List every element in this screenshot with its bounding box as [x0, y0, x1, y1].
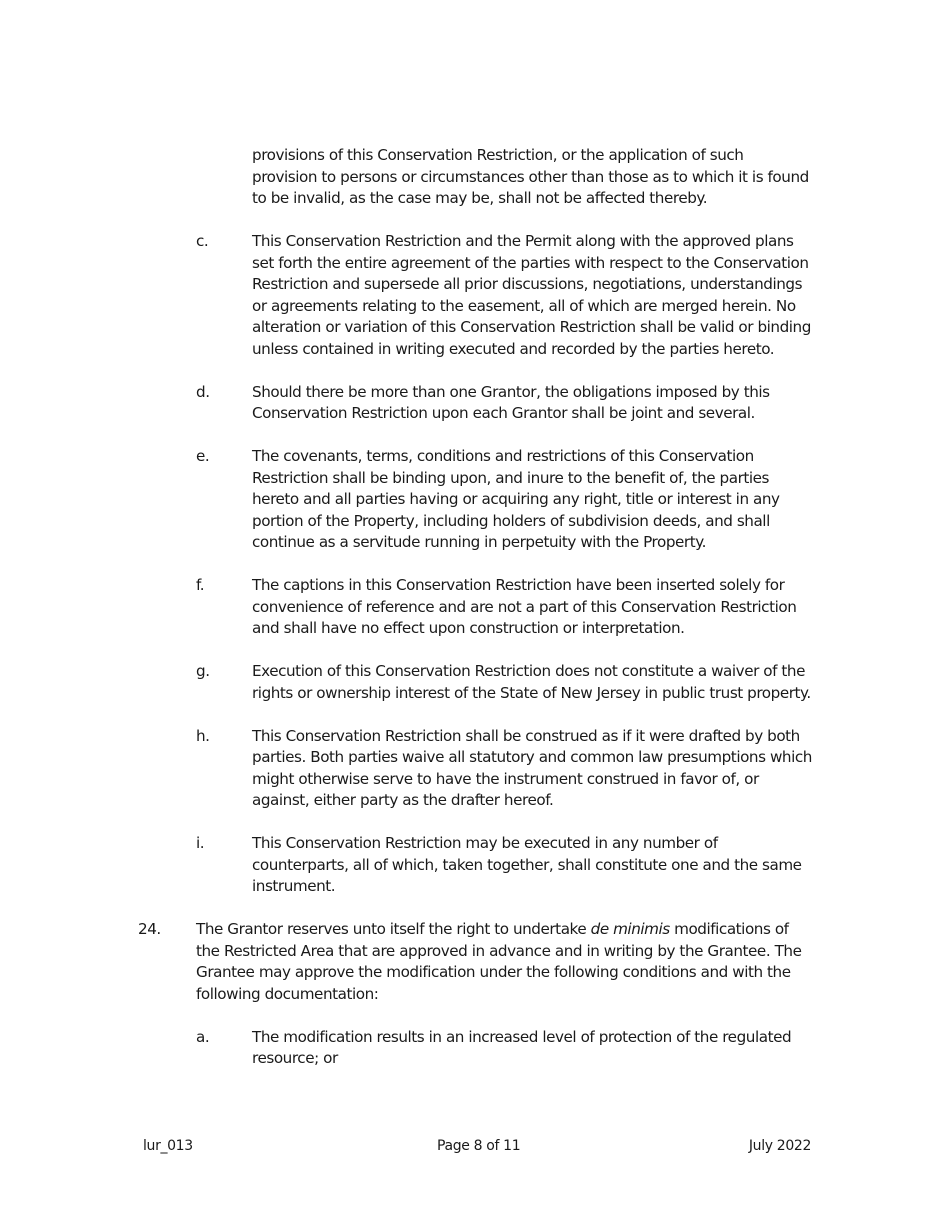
section-text-lead: The Grantor reserves unto itself the right to undertake: [196, 920, 591, 938]
section-text-italic: de minimis: [590, 920, 670, 938]
clause-d: [196, 382, 812, 425]
clause-text: This Conservation Restriction shall be construed as if it were drafted by both parties. Both parties waive all statutory and common law presumptions which might otherwise serve to have the instrument construed in favor of, or against, either party as the drafter hereof.: [252, 726, 812, 809]
clause-marker: g.: [196, 662, 210, 680]
clause-marker: h.: [196, 726, 210, 745]
section-marker: 24.: [138, 920, 161, 938]
clause-marker: a.: [196, 1027, 210, 1046]
continued-paragraph: provisions of this Conservation Restriction, or the application of such provision to persons or circumstances other than those as to which it is found to be invalid, as the case may be, shall not be affected thereby.: [252, 146, 809, 207]
section-text-rest: modifications of the Restricted Area that are approved in advance and in writing by the Grantee. The Grantee may approve the modification under the following conditions and with the following documentation:: [196, 920, 802, 1003]
clause-text: Execution of this Conservation Restriction does not constitute a waiver of the rights or ownership interest of the State of New Jersey in public trust property.: [252, 662, 811, 702]
clause-g: [196, 661, 812, 704]
clause-marker: f.: [196, 576, 205, 594]
section-24: [138, 919, 814, 1005]
page-number: Page 8 of 11: [437, 1138, 521, 1154]
document-code: lur_013: [143, 1138, 193, 1154]
clause-marker: i.: [196, 834, 205, 852]
clause-h: [196, 726, 812, 812]
clause-f: [196, 575, 812, 640]
clause-i: [196, 833, 812, 898]
clause-text: The captions in this Conservation Restriction have been inserted solely for convenience of reference and are not a part of this Conservation Restriction and shall have no effect upon construction or interpretation.: [252, 576, 797, 637]
clause-c: [196, 231, 812, 360]
clause-text: The modification results in an increased level of protection of the regulated resource; or: [252, 1027, 792, 1067]
section-24-clause-a: [196, 1027, 812, 1070]
clause-text: Should there be more than one Grantor, the obligations imposed by this Conservation Restriction upon each Grantor shall be joint and several.: [252, 382, 770, 422]
clause-marker: d.: [196, 382, 210, 401]
clause-text: The covenants, terms, conditions and restrictions of this Conservation Restriction shall be binding upon, and inure to the benefit of, the parties hereto and all parties having or acquiring any right, title or interest in any portion of the Property, including holders of subdivision deeds, and shall continue as a servitude running in perpetuity with the Property.: [252, 447, 780, 551]
clause-marker: c.: [196, 232, 209, 250]
section-text: [196, 919, 814, 1005]
clause-e: [196, 446, 812, 554]
clause-text: This Conservation Restriction may be executed in any number of counterparts, all of which, taken together, shall constitute one and the same instrument.: [252, 834, 802, 895]
clause-text: This Conservation Restriction and the Permit along with the approved plans set forth the entire agreement of the parties with respect to the Conservation Restriction and supersede all prior discussions, negotiations, understandings or agreements relating to the easement, all of which are merged herein. No alteration or variation of this Conservation Restriction shall be valid or binding unless contained in writing executed and recorded by the parties hereto.: [252, 232, 811, 358]
document-date: July 2022: [748, 1138, 811, 1154]
clause-marker: e.: [196, 447, 210, 465]
document-body: [138, 145, 818, 1091]
